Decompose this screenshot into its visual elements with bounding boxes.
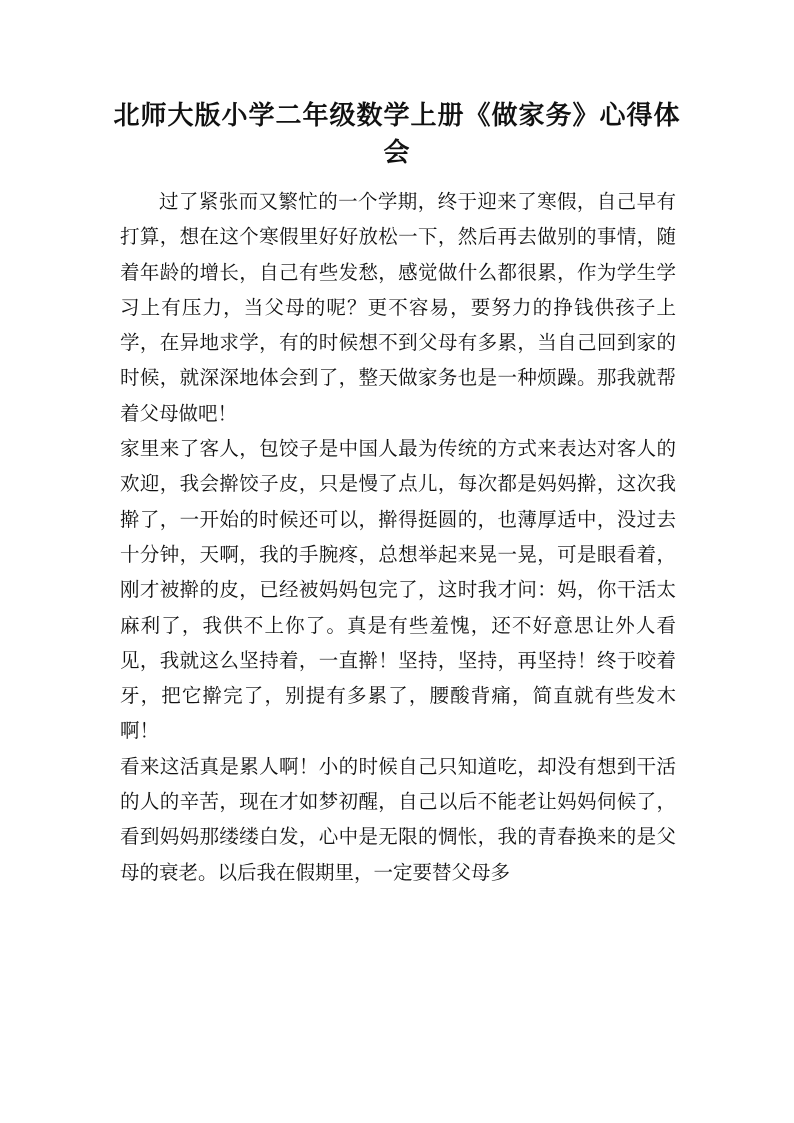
- document-title: 北师大版小学二年级数学上册《做家务》心得体会: [113, 101, 681, 168]
- paragraph-3: 看来这活真是累人啊！小的时候自己只知道吃，却没有想到干活的人的辛苦，现在才如梦初醒，自己以后不能老让妈妈伺候了，看到妈妈那缕缕白发，心中是无限的惆怅，我的青春换来的是父母的衰老。以后我在假期里，一定要替父母多: [120, 754, 676, 884]
- document-body: [120, 184, 676, 890]
- paragraph-1: 过了紧张而又繁忙的一个学期，终于迎来了寒假，自己早有打算，想在这个寒假里好好放松一下，然后再去做别的事情，随着年龄的增长，自己有些发愁，感觉做什么都很累，作为学生学习上有压力，当父母的呢？更不容易，要努力的挣钱供孩子上学，在异地求学，有的时候想不到父母有多累，当自己回到家的时候，就深深地体会到了，整天做家务也是一种烦躁。那我就帮着父母做吧！: [120, 190, 676, 425]
- paragraph-2: 家里来了客人，包饺子是中国人最为传统的方式来表达对客人的欢迎，我会擀饺子皮，只是慢了点儿，每次都是妈妈擀，这次我擀了，一开始的时候还可以，擀得挺圆的，也薄厚适中，没过去十分钟，天啊，我的手腕疼，总想举起来晃一晃，可是眼看着，刚才被擀的皮，已经被妈妈包完了，这时我才问：妈，你干活太麻利了，我供不上你了。真是有些羞愧，还不好意思让外人看见，我就这么坚持着，一直擀！坚持，坚持，再坚持！终于咬着牙，把它擀完了，别提有多累了，腰酸背痛，简直就有些发木啊！: [120, 437, 676, 743]
